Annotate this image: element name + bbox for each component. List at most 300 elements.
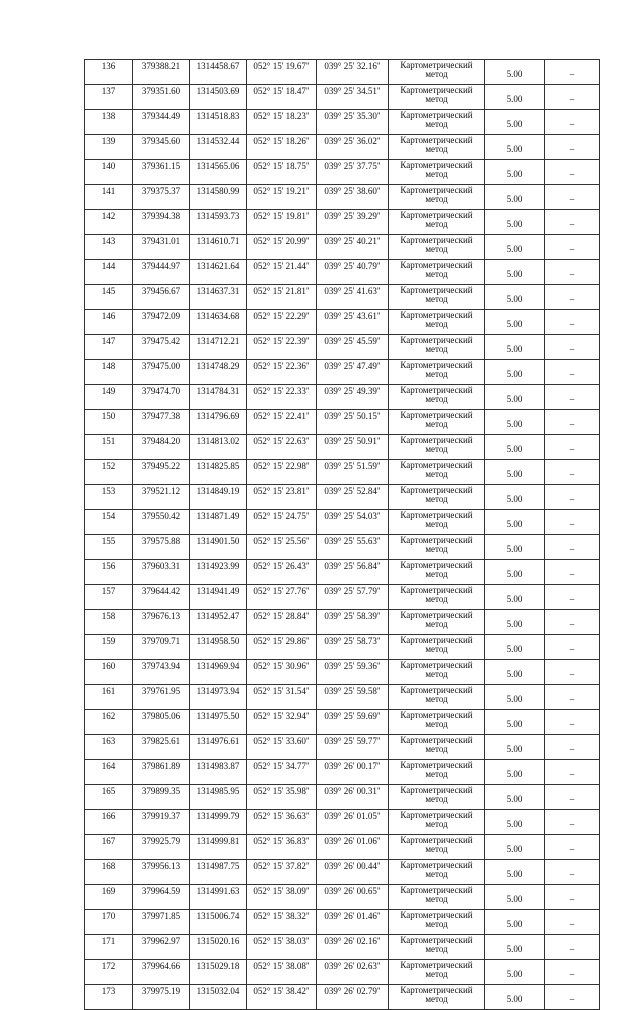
x-coordinate-cell: 379919.37 [133,810,190,835]
point-number-cell: 142 [85,210,133,235]
method-cell: Картометрический метод [389,735,485,760]
x-coordinate-cell: 379925.79 [133,835,190,860]
table-row [85,685,600,710]
latitude-cell: 052° 15' 25.56" [247,535,317,560]
point-number-cell: 155 [85,535,133,560]
method-cell: Картометрический метод [389,860,485,885]
latitude-cell: 052° 15' 38.42" [247,985,317,1010]
accuracy-cell: 5.00 [485,335,545,360]
accuracy-cell: 5.00 [485,985,545,1010]
point-number-cell: 163 [85,735,133,760]
accuracy-cell: 5.00 [485,460,545,485]
table-row [85,835,600,860]
y-coordinate-cell: 1314610.71 [190,235,247,260]
x-coordinate-cell: 379388.21 [133,60,190,85]
latitude-cell: 052° 15' 23.81" [247,485,317,510]
method-cell: Картометрический метод [389,785,485,810]
point-number-cell: 170 [85,910,133,935]
y-coordinate-cell: 1314999.79 [190,810,247,835]
note-cell: – [545,785,600,810]
note-cell: – [545,685,600,710]
y-coordinate-cell: 1314958.50 [190,635,247,660]
longitude-cell: 039° 25' 59.58" [317,685,389,710]
accuracy-cell: 5.00 [485,810,545,835]
table-row [85,435,600,460]
point-number-cell: 160 [85,660,133,685]
accuracy-cell: 5.00 [485,285,545,310]
note-cell: – [545,360,600,385]
y-coordinate-cell: 1314871.49 [190,510,247,535]
table-row [85,610,600,635]
y-coordinate-cell: 1314952.47 [190,610,247,635]
x-coordinate-cell: 379956.13 [133,860,190,885]
point-number-cell: 172 [85,960,133,985]
y-coordinate-cell: 1315032.04 [190,985,247,1010]
x-coordinate-cell: 379761.95 [133,685,190,710]
y-coordinate-cell: 1315029.18 [190,960,247,985]
x-coordinate-cell: 379475.00 [133,360,190,385]
x-coordinate-cell: 379964.59 [133,885,190,910]
y-coordinate-cell: 1314941.49 [190,585,247,610]
longitude-cell: 039° 25' 41.63" [317,285,389,310]
longitude-cell: 039° 25' 40.79" [317,260,389,285]
accuracy-cell: 5.00 [485,260,545,285]
note-cell: – [545,210,600,235]
point-number-cell: 153 [85,485,133,510]
note-cell: – [545,860,600,885]
method-cell: Картометрический метод [389,760,485,785]
accuracy-cell: 5.00 [485,160,545,185]
y-coordinate-cell: 1314813.02 [190,435,247,460]
table-row [85,560,600,585]
point-number-cell: 143 [85,235,133,260]
point-number-cell: 165 [85,785,133,810]
table-row [85,185,600,210]
point-number-cell: 140 [85,160,133,185]
table-row [85,635,600,660]
longitude-cell: 039° 25' 58.39" [317,610,389,635]
table-row [85,735,600,760]
accuracy-cell: 5.00 [485,410,545,435]
latitude-cell: 052° 15' 22.36" [247,360,317,385]
method-cell: Картометрический метод [389,410,485,435]
y-coordinate-cell: 1314458.67 [190,60,247,85]
note-cell: – [545,535,600,560]
table-row [85,585,600,610]
note-cell: – [545,310,600,335]
longitude-cell: 039° 25' 43.61" [317,310,389,335]
longitude-cell: 039° 25' 39.29" [317,210,389,235]
method-cell: Картометрический метод [389,335,485,360]
latitude-cell: 052° 15' 18.47" [247,85,317,110]
accuracy-cell: 5.00 [485,835,545,860]
y-coordinate-cell: 1314975.50 [190,710,247,735]
y-coordinate-cell: 1314796.69 [190,410,247,435]
x-coordinate-cell: 379805.06 [133,710,190,735]
longitude-cell: 039° 25' 32.16" [317,60,389,85]
accuracy-cell: 5.00 [485,685,545,710]
longitude-cell: 039° 25' 52.84" [317,485,389,510]
point-number-cell: 171 [85,935,133,960]
accuracy-cell: 5.00 [485,910,545,935]
longitude-cell: 039° 26' 02.79" [317,985,389,1010]
longitude-cell: 039° 26' 00.17" [317,760,389,785]
latitude-cell: 052° 15' 22.33" [247,385,317,410]
latitude-cell: 052° 15' 22.98" [247,460,317,485]
y-coordinate-cell: 1315006.74 [190,910,247,935]
accuracy-cell: 5.00 [485,360,545,385]
note-cell: – [545,235,600,260]
x-coordinate-cell: 379971.85 [133,910,190,935]
y-coordinate-cell: 1315020.16 [190,935,247,960]
point-number-cell: 146 [85,310,133,335]
method-cell: Картометрический метод [389,285,485,310]
x-coordinate-cell: 379474.70 [133,385,190,410]
table-row [85,860,600,885]
accuracy-cell: 5.00 [485,535,545,560]
y-coordinate-cell: 1314923.99 [190,560,247,585]
x-coordinate-cell: 379475.42 [133,335,190,360]
method-cell: Картометрический метод [389,910,485,935]
table-row [85,285,600,310]
table-row [85,460,600,485]
note-cell: – [545,660,600,685]
longitude-cell: 039° 25' 50.15" [317,410,389,435]
y-coordinate-cell: 1314999.81 [190,835,247,860]
longitude-cell: 039° 26' 02.63" [317,960,389,985]
table-row [85,960,600,985]
point-number-cell: 152 [85,460,133,485]
longitude-cell: 039° 26' 01.05" [317,810,389,835]
longitude-cell: 039° 26' 01.06" [317,835,389,860]
x-coordinate-cell: 379521.12 [133,485,190,510]
method-cell: Картометрический метод [389,235,485,260]
longitude-cell: 039° 25' 38.60" [317,185,389,210]
accuracy-cell: 5.00 [485,935,545,960]
point-number-cell: 137 [85,85,133,110]
longitude-cell: 039° 25' 47.49" [317,360,389,385]
table-row [85,135,600,160]
table-row [85,360,600,385]
table-body [85,60,600,1010]
latitude-cell: 052° 15' 19.21" [247,185,317,210]
accuracy-cell: 5.00 [485,185,545,210]
point-number-cell: 173 [85,985,133,1010]
note-cell: – [545,160,600,185]
longitude-cell: 039° 25' 36.02" [317,135,389,160]
note-cell: – [545,760,600,785]
point-number-cell: 166 [85,810,133,835]
table-row [85,510,600,535]
x-coordinate-cell: 379743.94 [133,660,190,685]
method-cell: Картометрический метод [389,60,485,85]
table-row [85,535,600,560]
point-number-cell: 139 [85,135,133,160]
x-coordinate-cell: 379375.37 [133,185,190,210]
method-cell: Картометрический метод [389,360,485,385]
method-cell: Картометрический метод [389,960,485,985]
latitude-cell: 052° 15' 36.83" [247,835,317,860]
point-number-cell: 162 [85,710,133,735]
latitude-cell: 052° 15' 19.67" [247,60,317,85]
method-cell: Картометрический метод [389,510,485,535]
note-cell: – [545,285,600,310]
longitude-cell: 039° 25' 56.84" [317,560,389,585]
x-coordinate-cell: 379964.66 [133,960,190,985]
x-coordinate-cell: 379899.35 [133,785,190,810]
note-cell: – [545,835,600,860]
point-number-cell: 145 [85,285,133,310]
x-coordinate-cell: 379477.38 [133,410,190,435]
method-cell: Картометрический метод [389,935,485,960]
accuracy-cell: 5.00 [485,435,545,460]
method-cell: Картометрический метод [389,685,485,710]
table-row [85,410,600,435]
note-cell: – [545,335,600,360]
method-cell: Картометрический метод [389,485,485,510]
method-cell: Картометрический метод [389,810,485,835]
x-coordinate-cell: 379495.22 [133,460,190,485]
x-coordinate-cell: 379575.88 [133,535,190,560]
point-number-cell: 156 [85,560,133,585]
latitude-cell: 052° 15' 35.98" [247,785,317,810]
note-cell: – [545,610,600,635]
note-cell: – [545,635,600,660]
method-cell: Картометрический метод [389,385,485,410]
y-coordinate-cell: 1314518.83 [190,110,247,135]
latitude-cell: 052° 15' 27.76" [247,585,317,610]
note-cell: – [545,710,600,735]
point-number-cell: 161 [85,685,133,710]
table-row [85,385,600,410]
latitude-cell: 052° 15' 26.43" [247,560,317,585]
accuracy-cell: 5.00 [485,710,545,735]
longitude-cell: 039° 25' 40.21" [317,235,389,260]
accuracy-cell: 5.00 [485,760,545,785]
latitude-cell: 052° 15' 31.54" [247,685,317,710]
method-cell: Картометрический метод [389,985,485,1010]
y-coordinate-cell: 1314983.87 [190,760,247,785]
accuracy-cell: 5.00 [485,135,545,160]
y-coordinate-cell: 1314976.61 [190,735,247,760]
x-coordinate-cell: 379344.49 [133,110,190,135]
latitude-cell: 052° 15' 28.84" [247,610,317,635]
y-coordinate-cell: 1314973.94 [190,685,247,710]
y-coordinate-cell: 1314825.85 [190,460,247,485]
x-coordinate-cell: 379351.60 [133,85,190,110]
coordinates-table [84,59,600,1010]
latitude-cell: 052° 15' 38.03" [247,935,317,960]
latitude-cell: 052° 15' 34.77" [247,760,317,785]
latitude-cell: 052° 15' 30.96" [247,660,317,685]
x-coordinate-cell: 379484.20 [133,435,190,460]
longitude-cell: 039° 25' 51.59" [317,460,389,485]
longitude-cell: 039° 26' 01.46" [317,910,389,935]
point-number-cell: 148 [85,360,133,385]
longitude-cell: 039° 25' 58.73" [317,635,389,660]
x-coordinate-cell: 379444.97 [133,260,190,285]
accuracy-cell: 5.00 [485,860,545,885]
point-number-cell: 147 [85,335,133,360]
longitude-cell: 039° 26' 00.65" [317,885,389,910]
method-cell: Картометрический метод [389,435,485,460]
table-row [85,85,600,110]
x-coordinate-cell: 379676.13 [133,610,190,635]
y-coordinate-cell: 1314991.63 [190,885,247,910]
accuracy-cell: 5.00 [485,310,545,335]
longitude-cell: 039° 25' 59.69" [317,710,389,735]
point-number-cell: 168 [85,860,133,885]
method-cell: Картометрический метод [389,585,485,610]
table-row [85,760,600,785]
table-row [85,885,600,910]
note-cell: – [545,910,600,935]
method-cell: Картометрический метод [389,710,485,735]
point-number-cell: 150 [85,410,133,435]
method-cell: Картометрический метод [389,260,485,285]
x-coordinate-cell: 379825.61 [133,735,190,760]
longitude-cell: 039° 25' 35.30" [317,110,389,135]
note-cell: – [545,585,600,610]
note-cell: – [545,935,600,960]
y-coordinate-cell: 1314565.06 [190,160,247,185]
y-coordinate-cell: 1314634.68 [190,310,247,335]
accuracy-cell: 5.00 [485,485,545,510]
table-row [85,985,600,1010]
point-number-cell: 141 [85,185,133,210]
accuracy-cell: 5.00 [485,60,545,85]
latitude-cell: 052° 15' 32.94" [247,710,317,735]
method-cell: Картометрический метод [389,660,485,685]
note-cell: – [545,985,600,1010]
x-coordinate-cell: 379709.71 [133,635,190,660]
accuracy-cell: 5.00 [485,85,545,110]
method-cell: Картометрический метод [389,85,485,110]
note-cell: – [545,485,600,510]
note-cell: – [545,885,600,910]
x-coordinate-cell: 379861.89 [133,760,190,785]
x-coordinate-cell: 379361.15 [133,160,190,185]
point-number-cell: 151 [85,435,133,460]
method-cell: Картометрический метод [389,310,485,335]
method-cell: Картометрический метод [389,185,485,210]
point-number-cell: 159 [85,635,133,660]
y-coordinate-cell: 1314901.50 [190,535,247,560]
note-cell: – [545,135,600,160]
method-cell: Картометрический метод [389,635,485,660]
note-cell: – [545,260,600,285]
y-coordinate-cell: 1314748.29 [190,360,247,385]
longitude-cell: 039° 25' 49.39" [317,385,389,410]
x-coordinate-cell: 379394.38 [133,210,190,235]
y-coordinate-cell: 1314580.99 [190,185,247,210]
latitude-cell: 052° 15' 33.60" [247,735,317,760]
note-cell: – [545,560,600,585]
table-row [85,785,600,810]
point-number-cell: 169 [85,885,133,910]
longitude-cell: 039° 26' 00.44" [317,860,389,885]
latitude-cell: 052° 15' 29.86" [247,635,317,660]
latitude-cell: 052° 15' 24.75" [247,510,317,535]
y-coordinate-cell: 1314621.64 [190,260,247,285]
accuracy-cell: 5.00 [485,210,545,235]
method-cell: Картометрический метод [389,135,485,160]
note-cell: – [545,435,600,460]
longitude-cell: 039° 25' 54.03" [317,510,389,535]
point-number-cell: 167 [85,835,133,860]
point-number-cell: 158 [85,610,133,635]
table-row [85,910,600,935]
table-row [85,110,600,135]
point-number-cell: 164 [85,760,133,785]
table-row [85,60,600,85]
latitude-cell: 052° 15' 18.75" [247,160,317,185]
longitude-cell: 039° 25' 59.36" [317,660,389,685]
y-coordinate-cell: 1314849.19 [190,485,247,510]
longitude-cell: 039° 25' 50.91" [317,435,389,460]
accuracy-cell: 5.00 [485,110,545,135]
note-cell: – [545,185,600,210]
x-coordinate-cell: 379550.42 [133,510,190,535]
note-cell: – [545,60,600,85]
y-coordinate-cell: 1314503.69 [190,85,247,110]
note-cell: – [545,85,600,110]
accuracy-cell: 5.00 [485,885,545,910]
x-coordinate-cell: 379644.42 [133,585,190,610]
y-coordinate-cell: 1314532.44 [190,135,247,160]
y-coordinate-cell: 1314784.31 [190,385,247,410]
point-number-cell: 149 [85,385,133,410]
x-coordinate-cell: 379603.31 [133,560,190,585]
x-coordinate-cell: 379345.60 [133,135,190,160]
x-coordinate-cell: 379472.09 [133,310,190,335]
longitude-cell: 039° 26' 00.31" [317,785,389,810]
latitude-cell: 052° 15' 22.29" [247,310,317,335]
latitude-cell: 052° 15' 19.81" [247,210,317,235]
longitude-cell: 039° 25' 37.75" [317,160,389,185]
accuracy-cell: 5.00 [485,735,545,760]
method-cell: Картометрический метод [389,835,485,860]
latitude-cell: 052° 15' 21.81" [247,285,317,310]
accuracy-cell: 5.00 [485,610,545,635]
longitude-cell: 039° 25' 55.63" [317,535,389,560]
latitude-cell: 052° 15' 36.63" [247,810,317,835]
method-cell: Картометрический метод [389,560,485,585]
accuracy-cell: 5.00 [485,635,545,660]
table-row [85,160,600,185]
x-coordinate-cell: 379975.19 [133,985,190,1010]
latitude-cell: 052° 15' 22.41" [247,410,317,435]
table-row [85,260,600,285]
latitude-cell: 052° 15' 22.39" [247,335,317,360]
note-cell: – [545,385,600,410]
accuracy-cell: 5.00 [485,660,545,685]
y-coordinate-cell: 1314987.75 [190,860,247,885]
latitude-cell: 052° 15' 18.23" [247,110,317,135]
x-coordinate-cell: 379456.67 [133,285,190,310]
method-cell: Картометрический метод [389,110,485,135]
accuracy-cell: 5.00 [485,560,545,585]
table-row [85,485,600,510]
table-row [85,935,600,960]
y-coordinate-cell: 1314593.73 [190,210,247,235]
method-cell: Картометрический метод [389,535,485,560]
table-row [85,210,600,235]
method-cell: Картометрический метод [389,210,485,235]
accuracy-cell: 5.00 [485,385,545,410]
accuracy-cell: 5.00 [485,960,545,985]
table-row [85,710,600,735]
